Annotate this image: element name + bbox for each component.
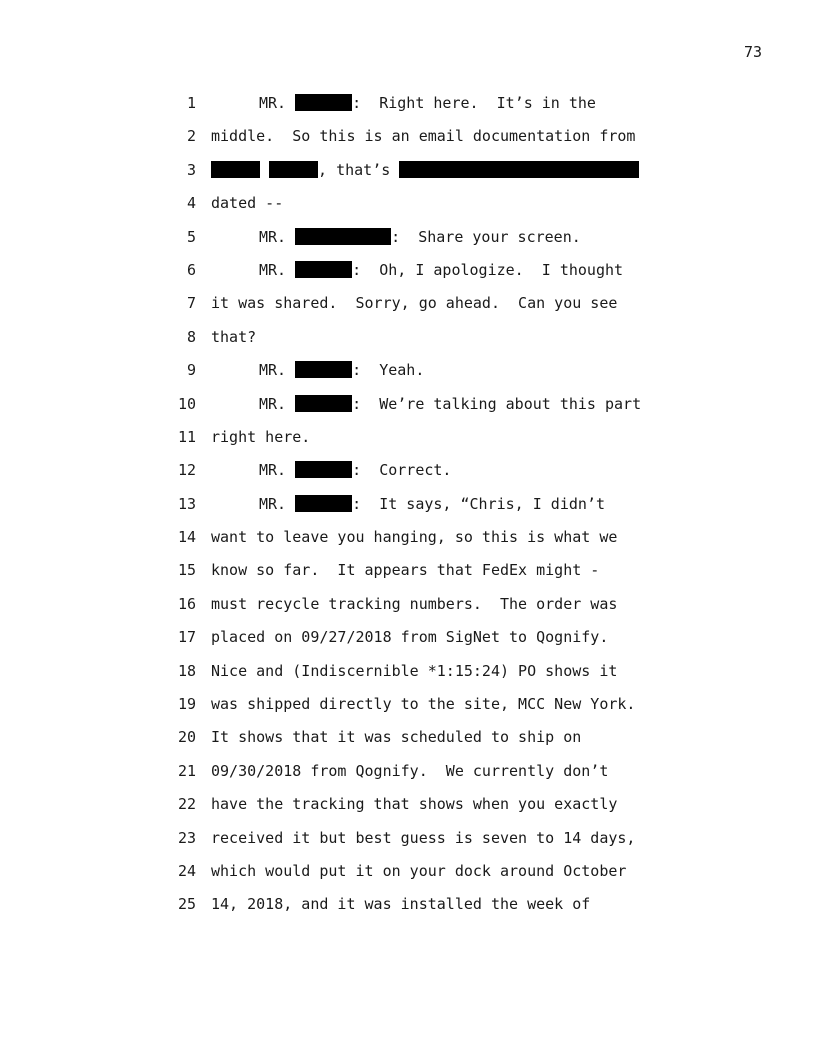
text-segment: dated --	[211, 194, 284, 213]
redaction-box	[295, 261, 352, 278]
line-text	[211, 488, 605, 521]
transcript-line	[0, 855, 816, 888]
text-segment: know so far. It appears that FedEx might -	[211, 561, 600, 580]
line-number: 12	[177, 461, 196, 480]
text-segment: right here.	[211, 427, 311, 446]
transcript-line	[0, 187, 816, 220]
transcript-line	[0, 554, 816, 587]
transcript-line	[0, 588, 816, 621]
text-segment: MR.	[259, 461, 296, 480]
line-number: 9	[186, 361, 196, 380]
line-text	[211, 554, 599, 587]
text-segment: placed on 09/27/2018 from SigNet to Qognify.	[211, 628, 609, 647]
text-segment: middle. So this is an email documentation from	[211, 127, 636, 146]
transcript-line	[0, 87, 816, 120]
line-number: 5	[186, 227, 196, 246]
line-text	[211, 287, 617, 320]
text-segment: : Share your screen.	[391, 227, 581, 246]
line-text	[211, 822, 635, 855]
text-segment: want to leave you hanging, so this is what we	[211, 528, 618, 547]
line-text	[211, 354, 424, 387]
text-segment: must recycle tracking numbers. The order was	[211, 594, 618, 613]
transcript-line	[0, 120, 816, 153]
line-text	[211, 221, 581, 254]
line-text	[211, 588, 617, 621]
line-text	[211, 421, 310, 454]
transcript-line	[0, 621, 816, 654]
transcript-line	[0, 421, 816, 454]
line-text	[211, 788, 617, 821]
line-text	[211, 721, 581, 754]
line-number: 4	[186, 194, 196, 213]
transcript-line	[0, 521, 816, 554]
line-text	[211, 154, 639, 187]
redaction-box	[295, 495, 352, 512]
page-number: 73	[743, 43, 762, 61]
text-segment: 09/30/2018 from Qognify. We currently don’t	[211, 761, 609, 780]
transcript-line	[0, 221, 816, 254]
line-number: 13	[177, 494, 196, 513]
line-number: 14	[177, 528, 196, 547]
redaction-box	[295, 228, 391, 245]
line-number: 23	[177, 828, 196, 847]
text-segment: It shows that it was scheduled to ship on	[211, 728, 582, 747]
line-number: 20	[177, 728, 196, 747]
text-segment: MR.	[259, 394, 296, 413]
line-text	[211, 254, 623, 287]
text-segment: Nice and (Indiscernible *1:15:24) PO shows it	[211, 661, 618, 680]
text-segment: : Oh, I apologize. I thought	[352, 260, 624, 279]
text-segment: : Right here. It’s in the	[352, 94, 596, 112]
line-text	[211, 621, 608, 654]
line-number: 25	[177, 895, 196, 914]
text-segment: : Correct.	[352, 461, 452, 480]
redaction-box	[295, 94, 352, 111]
transcript-line	[0, 788, 816, 821]
line-number: 7	[186, 294, 196, 313]
line-text	[211, 655, 617, 688]
line-number: 17	[177, 628, 196, 647]
line-number: 24	[177, 861, 196, 880]
line-number: 22	[177, 795, 196, 814]
text-segment: : It says, “Chris, I didn’t	[352, 494, 605, 513]
text-segment: MR.	[259, 227, 296, 246]
text-segment: received it but best guess is seven to 14 days,	[211, 828, 636, 847]
transcript-line	[0, 287, 816, 320]
redaction-box	[269, 161, 318, 178]
text-segment: : Yeah.	[352, 361, 425, 380]
redaction-box	[295, 461, 352, 478]
line-text	[211, 87, 596, 120]
text-segment: MR.	[259, 494, 296, 513]
text-segment	[260, 161, 269, 179]
redaction-box	[399, 161, 639, 178]
line-number: 1	[186, 94, 196, 112]
transcript-line	[0, 321, 816, 354]
line-text	[211, 187, 283, 220]
redaction-box	[211, 161, 260, 178]
line-number: 21	[177, 761, 196, 780]
transcript-line	[0, 388, 816, 421]
line-text	[211, 321, 256, 354]
line-number: 11	[177, 427, 196, 446]
line-text	[211, 120, 635, 153]
text-segment: 14, 2018, and it was installed the week of	[211, 895, 591, 914]
line-text	[211, 521, 617, 554]
text-segment: which would put it on your dock around October	[211, 861, 627, 880]
line-number: 16	[177, 594, 196, 613]
text-segment: have the tracking that shows when you exactly	[211, 795, 618, 814]
line-number: 2	[186, 127, 196, 146]
line-text	[211, 688, 635, 721]
transcript-line	[0, 888, 816, 921]
transcript-line	[0, 454, 816, 487]
text-segment: , that’s	[318, 160, 400, 179]
line-text	[211, 388, 641, 421]
text-segment: MR.	[259, 94, 296, 112]
line-number: 15	[177, 561, 196, 580]
transcript-body	[0, 87, 816, 922]
transcript-line	[0, 688, 816, 721]
line-text	[211, 888, 590, 921]
transcript-line	[0, 488, 816, 521]
transcript-line	[0, 822, 816, 855]
transcript-line	[0, 655, 816, 688]
text-segment: MR.	[259, 361, 296, 380]
line-number: 6	[186, 260, 196, 279]
transcript-line	[0, 755, 816, 788]
line-number: 10	[177, 394, 196, 413]
line-number: 18	[177, 661, 196, 680]
line-text	[211, 755, 608, 788]
text-segment: MR.	[259, 260, 296, 279]
transcript-line	[0, 254, 816, 287]
text-segment: that?	[211, 327, 257, 346]
line-number: 19	[177, 695, 196, 714]
transcript-line	[0, 154, 816, 187]
line-text	[211, 855, 626, 888]
text-segment: it was shared. Sorry, go ahead. Can you see	[211, 294, 618, 313]
text-segment: : We’re talking about this part	[352, 394, 642, 413]
line-text	[211, 454, 451, 487]
text-segment: was shipped directly to the site, MCC New York.	[211, 695, 636, 714]
line-number: 3	[186, 160, 196, 179]
line-number: 8	[186, 327, 196, 346]
transcript-line	[0, 354, 816, 387]
redaction-box	[295, 395, 352, 412]
transcript-line	[0, 721, 816, 754]
redaction-box	[295, 361, 352, 378]
